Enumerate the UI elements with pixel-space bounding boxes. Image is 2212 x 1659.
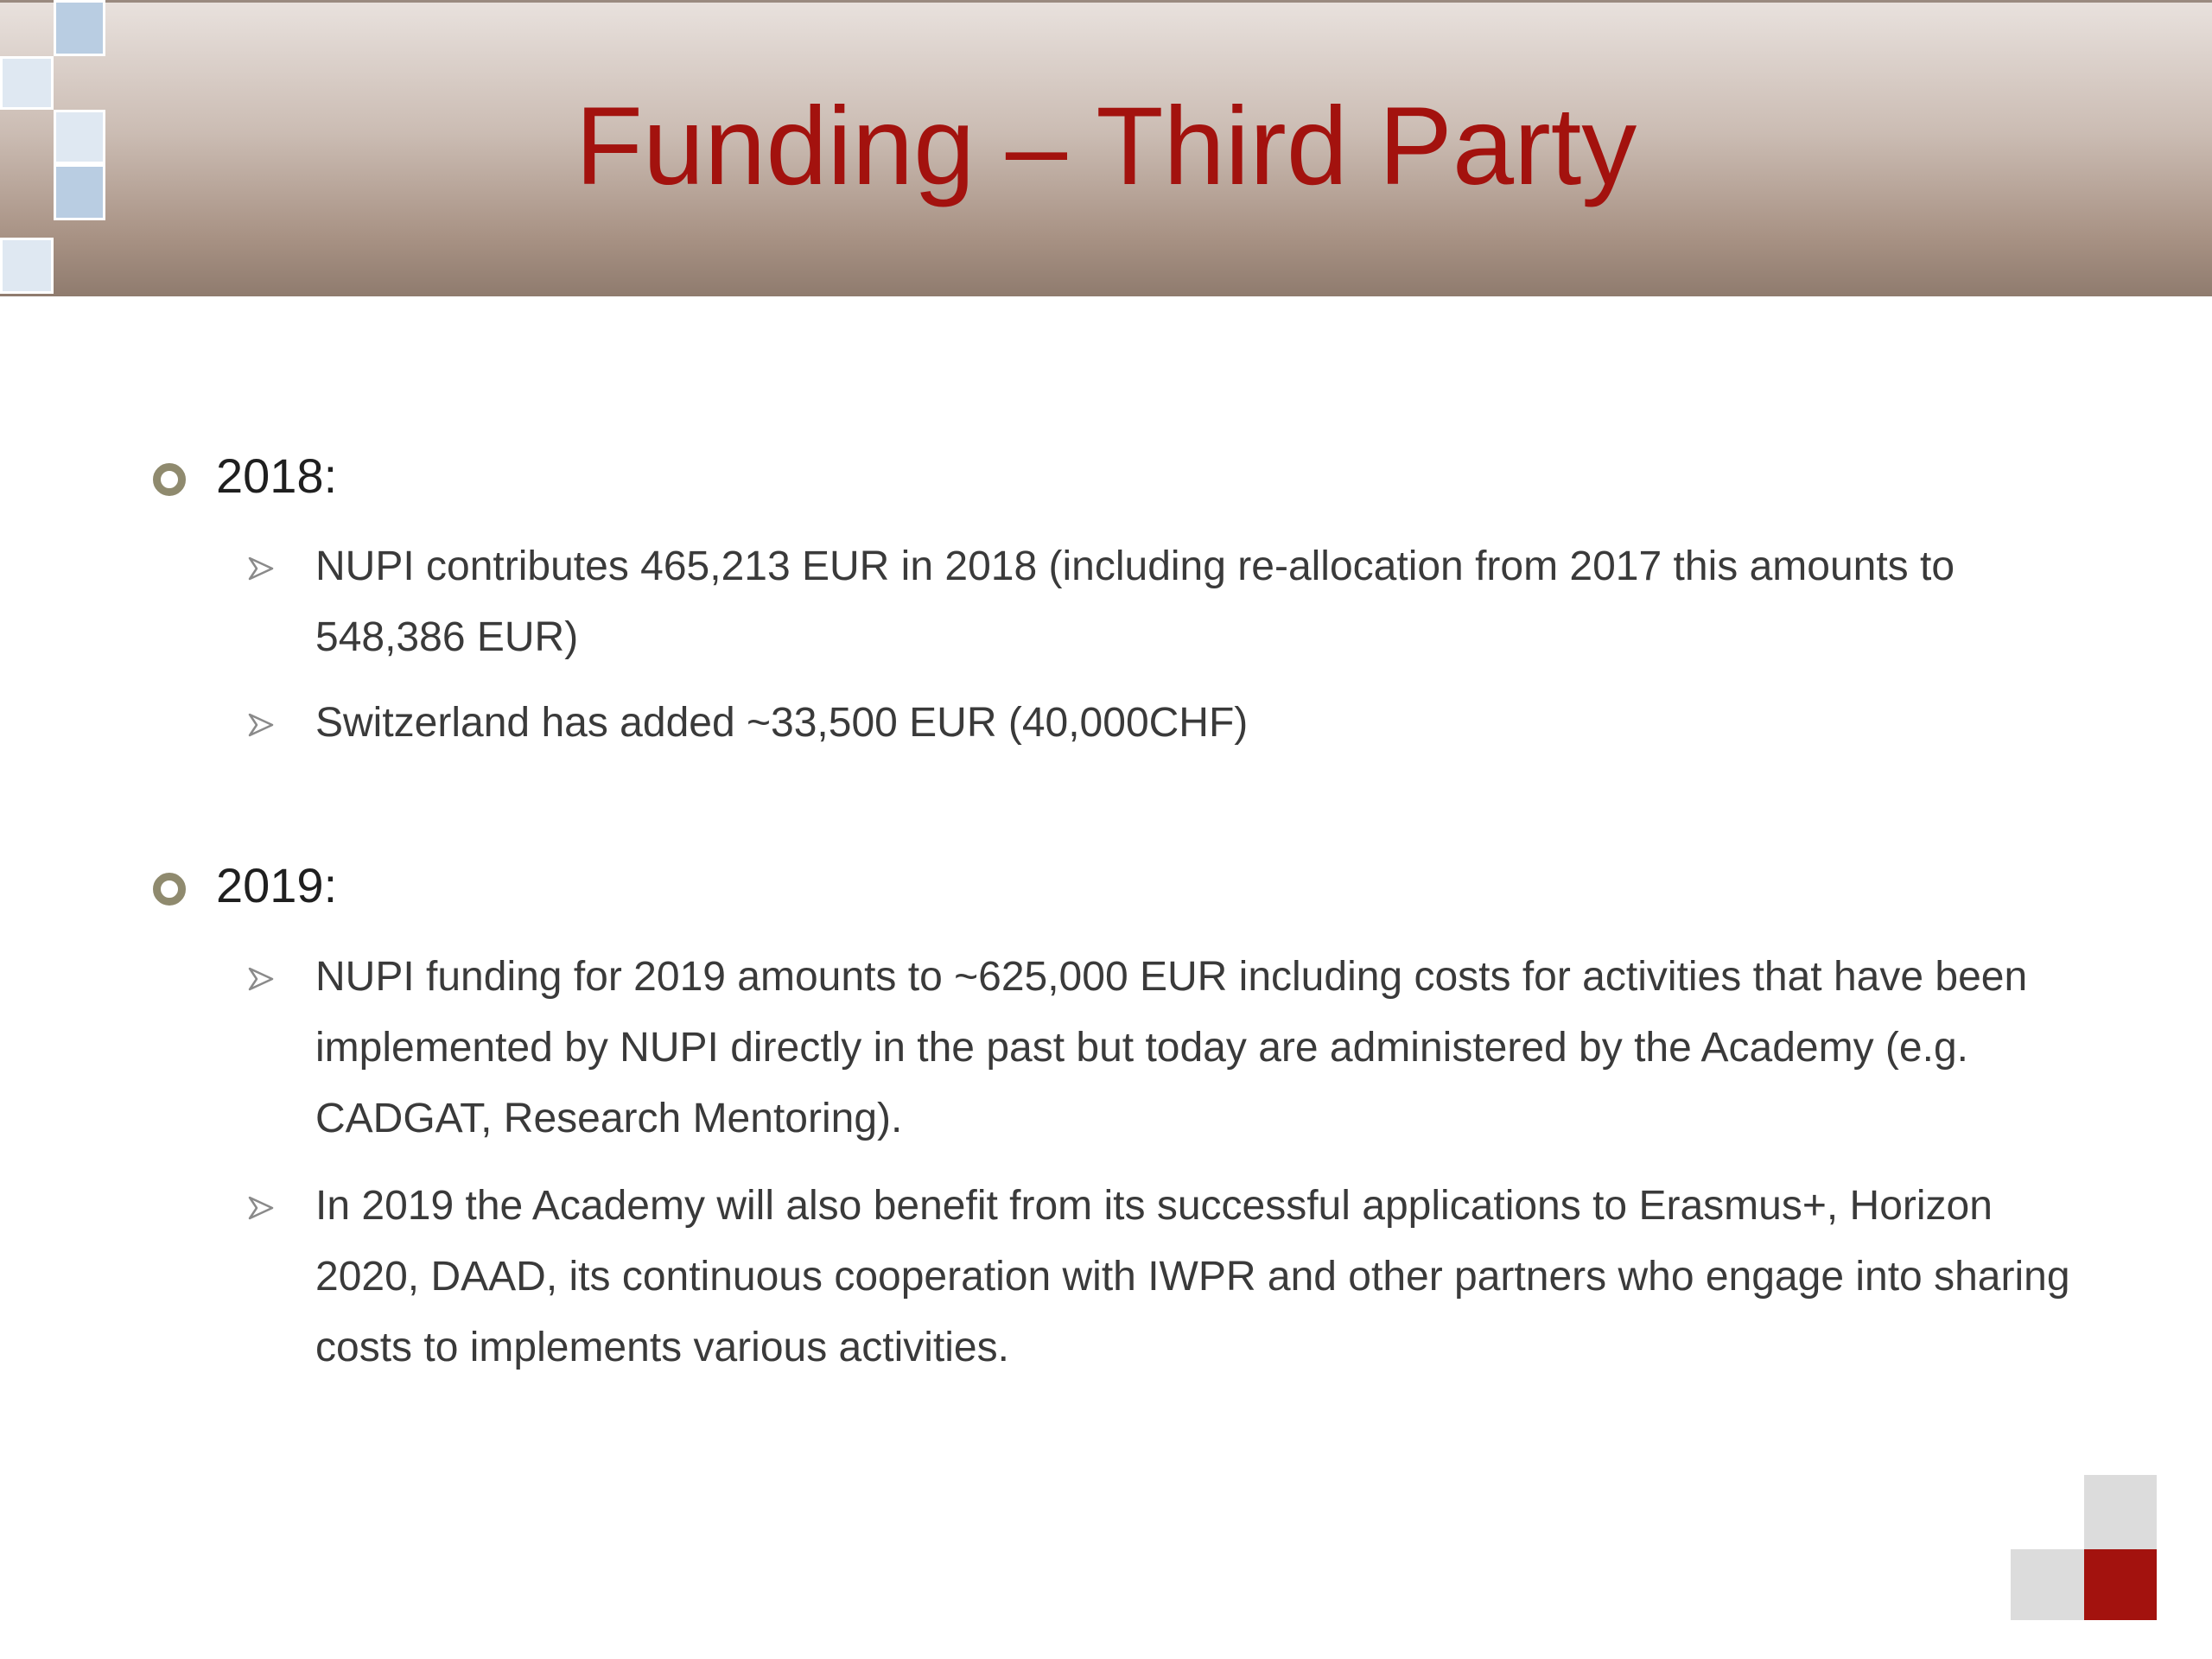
circle-bullet-icon	[153, 873, 186, 906]
arrowhead-bullet-icon	[246, 554, 276, 583]
section-heading: 2018:	[216, 448, 338, 503]
banner-top-line	[0, 0, 2212, 3]
deco-square	[2084, 1549, 2157, 1620]
circle-bullet-icon	[153, 463, 186, 496]
bullet-text: NUPI funding for 2019 amounts to ~625,000 EUR including costs for activities that have been implemented by NUPI directly in the past but today are administered by the Academy (e.g. CADGAT, Research Mentoring).	[315, 954, 2028, 1141]
deco-square	[2011, 1549, 2084, 1620]
slide-title: Funding – Third Party	[575, 85, 1637, 208]
deco-square	[2084, 1475, 2157, 1549]
arrowhead-bullet-icon	[246, 710, 276, 740]
bullet-text: In 2019 the Academy will also benefit from its successful applications to Erasmus+, Horizon 2020, DAAD, its continuous cooperation with IWPR and other partners who engage into sharing costs to implements various activities.	[315, 1183, 2070, 1370]
bullet-text: NUPI contributes 465,213 EUR in 2018 (including re-allocation from 2017 this amounts to 548,386 EUR)	[315, 543, 1955, 660]
section-heading: 2019:	[216, 858, 338, 912]
bullet-text: Switzerland has added ~33,500 EUR (40,000CHF)	[315, 700, 1249, 746]
arrowhead-bullet-icon	[246, 964, 276, 994]
deco-square	[54, 0, 105, 56]
deco-square	[0, 238, 54, 294]
arrowhead-bullet-icon	[246, 1193, 276, 1223]
